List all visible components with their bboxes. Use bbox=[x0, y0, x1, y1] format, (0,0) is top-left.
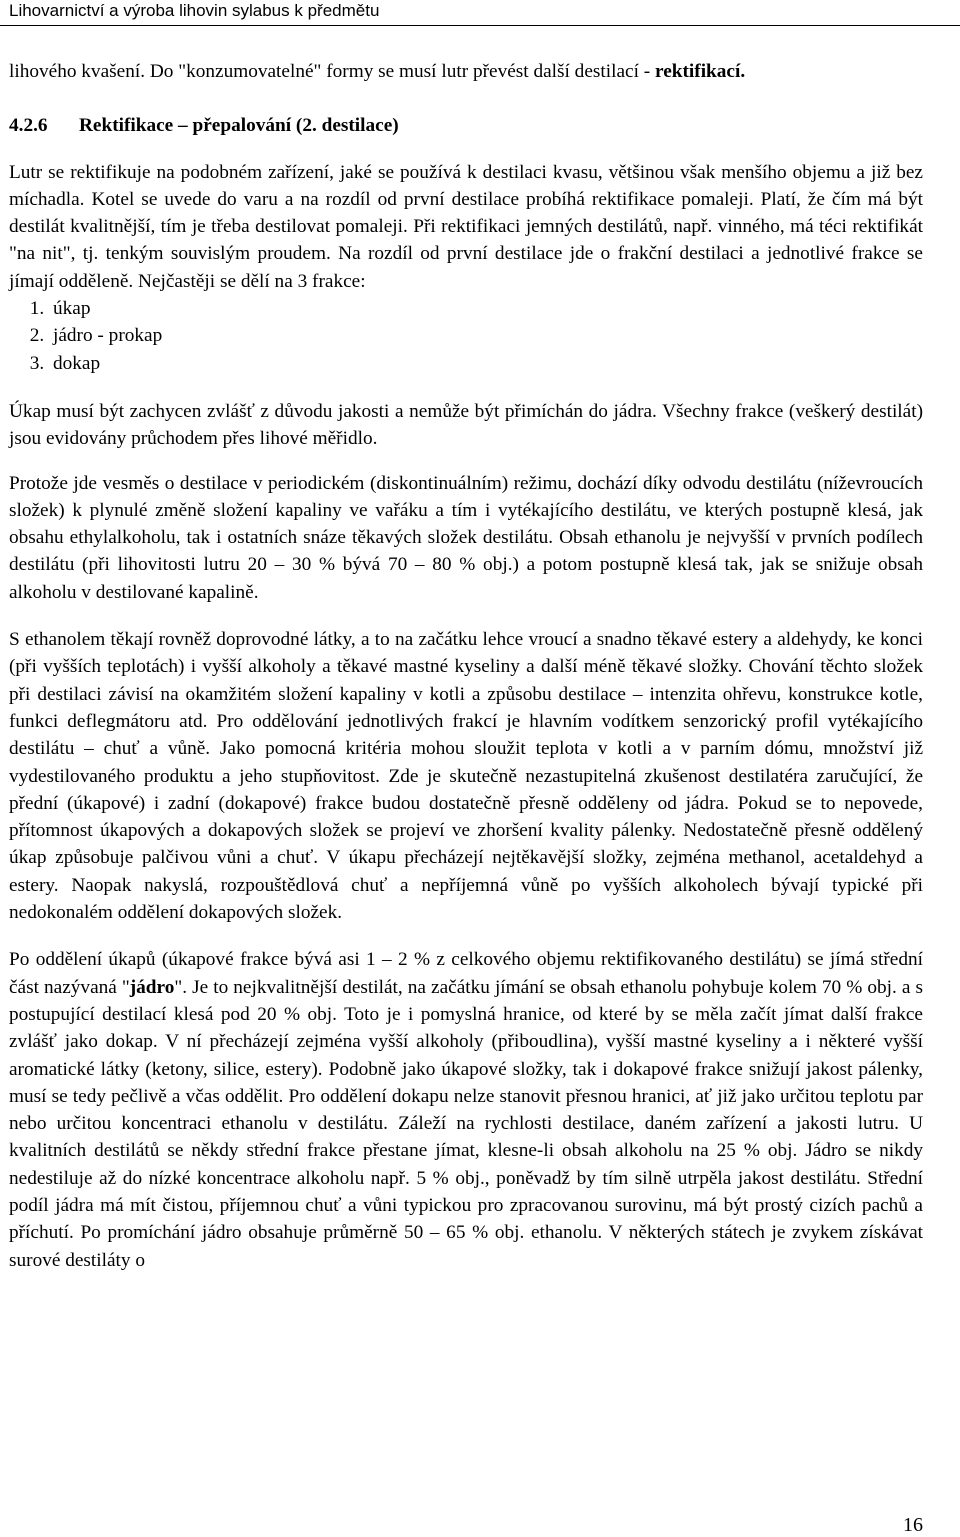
section-heading bbox=[9, 112, 923, 139]
paragraph-2: Úkap musí být zachycen zvlášť z důvodu jakosti a nemůže být přimíchán do jádra. Všechny frakce (veškerý destilát) jsou evidovány průchodem přes lihové měřidlo. bbox=[9, 400, 923, 450]
paragraph-5 bbox=[9, 946, 923, 1274]
header-title: Lihovarnictví a výroba lihovin sylabus k předmětu bbox=[9, 1, 380, 20]
list-item: 3. dokap bbox=[49, 350, 923, 377]
page-number: 16 bbox=[903, 1514, 923, 1536]
fraction-list bbox=[9, 295, 923, 377]
list-item: 1. úkap bbox=[49, 295, 923, 322]
page-body bbox=[9, 58, 923, 1274]
section-title: Rektifikace – přepalování (2. destilace) bbox=[79, 115, 399, 137]
list-item: 2. jádro - prokap bbox=[49, 322, 923, 349]
intro-bold-term: rektifikací. bbox=[655, 61, 746, 82]
paragraph-1: Lutr se rektifikuje na podobném zařízení, jaké se používá k destilaci kvasu, většinou však menšího objemu a již bez míchadla. Kotel se uvede do varu a na rozdíl od první destilace probíhá rektifikace pomaleji. Platí, že čím má být destilát kvalitnější, tím je třeba destilovat pomaleji. Při rektifikaci jemných destilátů, např. vinného, má téci rektifikát "na nit", tj. tenkým souvislým proudem. Na rozdíl od první destilace jde o frakční destilaci a jednotlivé frakce se jímají odděleně. Nejčastěji se dělí na 3 frakce: bbox=[9, 161, 923, 292]
intro-text: lihového kvašení. Do "konzumovatelné" formy se musí lutr převést další destilací - bbox=[9, 61, 655, 82]
section-number: 4.2.6 bbox=[9, 115, 48, 137]
p5-bold-term: jádro bbox=[129, 976, 175, 998]
paragraph-4: S ethanolem těkají rovněž doprovodné látky, a to na začátku lehce vroucí a snadno těkavé estery a aldehydy, ke konci (při vyšších teplotách) i vyšší alkoholy a těkavé mastné kyseliny a další méně těkavé složky. Chování těchto složek při destilaci závisí na okamžitém složení kapaliny v kotli a způsobu destilace – intenzita ohřevu, konstrukce kotle, funkci deflegmátoru atd. Pro oddělování jednotlivých frakcí je hlavním vodítkem senzorický profil vytékajícího destilátu – chuť a vůně. Jako pomocná kritéria mohou sloužit teplota v kotli a v parním dómu, množství již vydestilovaného produktu a jeho stupňovitost. Zde je skutečně nezastupitelná zkušenost destilatéra zaručující, že přední (úkapové) i zadní (dokapové) frakce budou dostatečně přesně odděleny od jádra. Pokud se to nepovede, přítomnost úkapových a dokapových složek se projeví ve zhoršení kvality pálenky. Nedostatečně přesně oddělený úkap způsobuje palčivou vůni a chuť. V úkapu přecházejí nejtěkavější složky, zejména methanol, acetaldehyd a estery. Naopak nakyslá, rozpouštědlová chuť a nepříjemná vůně po vyšších alkoholech bývají typické při nedokonalém oddělení dokapových složek. bbox=[9, 629, 923, 924]
paragraph-3: Protože jde vesměs o destilace v periodickém (diskontinuálním) režimu, dochází díky odvodu destilátu (níževroucích složek) k plynulé změně složení kapaliny ve vařáku a tím i vytékajícího destilátu, ve kterých postupně klesá, jak obsahu ethylalkoholu, tak i ostatních snáze těkavých složek destilátu. Obsah ethanolu je nejvyšší v prvních podílech destilátu (při lihovitosti lutru 20 – 30 % bývá 70 – 80 % obj.) a potom postupně klesá tak, jak se snižuje obsah alkoholu v destilované kapalině. bbox=[9, 472, 923, 603]
p5-text-before: Po oddělení úkapů (úkapové frakce bývá asi 1 – 2 % z celkového objemu rektifikovaného destilátu) se jímá střední část nazývaná " bbox=[9, 949, 923, 998]
p5-text-after: ". Je to nejkvalitnější destilát, na začátku jímání se obsah ethanolu pohybuje kolem 70 % obj. a s postupující destilací klesá pod 20 % obj. Toto je i pomyslná hranice, od které by se měla začít jímat další frakce zvlášť jako dokap. V ní přecházejí zejména vyšší alkoholy (přiboudlina), vyšší mastné kyseliny a i některé vyšší aromatické látky (ketony, silice, estery). Podobně jako úkapové složky, tak i dokapové frakce snižují jakost pálenky, musí se tedy pečlivě a včas oddělit. Pro oddělení dokapu nelze stanovit přesnou hranici, ať již jako určitou teplotu par nebo určitou koncentraci ethanolu v destilátu. Záleží na rychlosti destilace, daném zařízení a jakosti lutru. U kvalitních destilátů se někdy střední frakce přestane jímat, klesne-li obsah alkoholu na 25 % obj. Jádro se nikdy nedestiluje až do nízké koncentrace alkoholu např. 5 % obj., poněvadž by tím silně utrpěla jakost destilátu. Střední podíl jádra má mít čistou, příjemnou chuť a vůni typickou pro zpracovanou surovinu, má být prostý cizích pachů a příchutí. Po promíchání jádro obsahuje průměrně 50 – 65 % obj. ethanolu. V některých státech je zvykem získávat surové destiláty o bbox=[9, 976, 923, 1271]
running-header bbox=[0, 0, 960, 26]
intro-paragraph bbox=[9, 58, 923, 85]
